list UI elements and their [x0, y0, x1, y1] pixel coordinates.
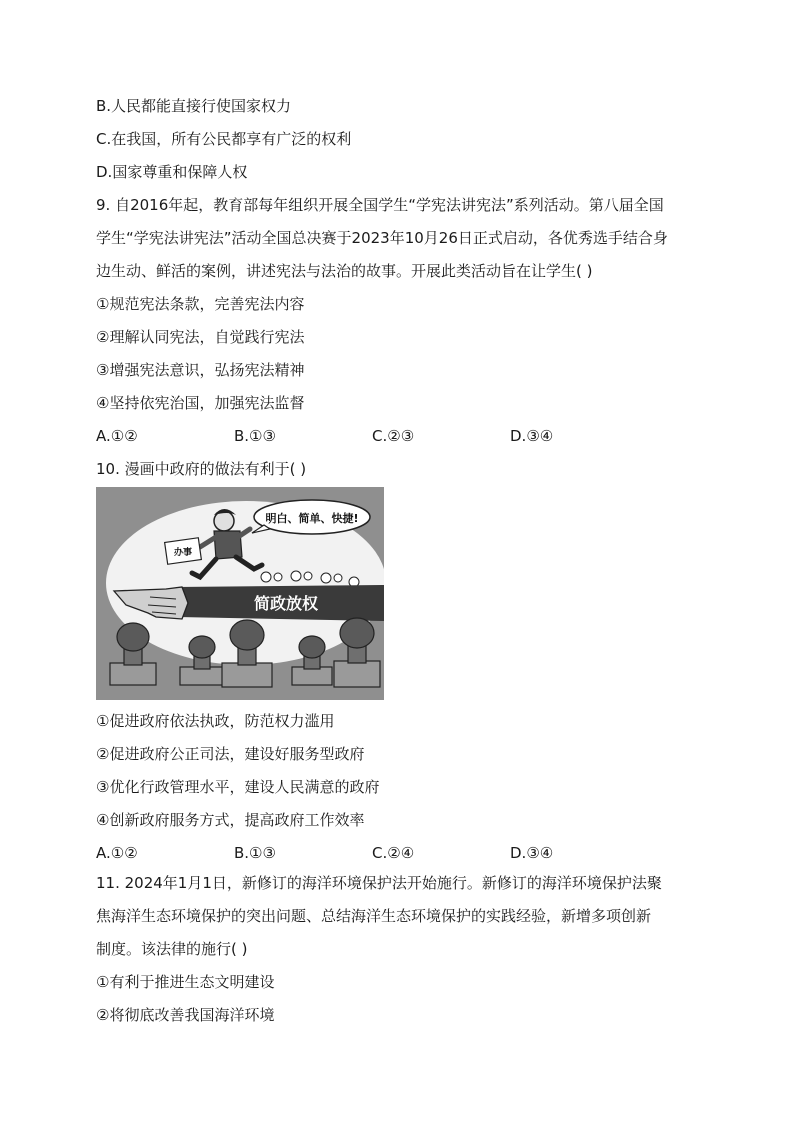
- q10-option-a: A.①②: [96, 844, 138, 862]
- q11-item-2: ②将彻底改善我国海洋环境: [96, 1006, 275, 1024]
- cartoon-image: [96, 487, 384, 700]
- q10-option-c: C.②④: [372, 844, 415, 862]
- arm-text: 简政放权: [253, 594, 319, 613]
- q9-option-d: D.③④: [510, 427, 554, 445]
- option-c-prev: C.在我国，所有公民都享有广泛的权利: [96, 130, 352, 148]
- q9-item-4: ④坚持依宪治国，加强宪法监督: [96, 394, 305, 412]
- q10-item-2: ②促进政府公正司法，建设好服务型政府: [96, 745, 365, 763]
- q9-item-2: ②理解认同宪法，自觉践行宪法: [96, 328, 305, 346]
- q9-option-a: A.①②: [96, 427, 138, 445]
- paper-text: 办事: [173, 548, 193, 558]
- q11-stem-line-1: 11. 2024年1月1日，新修订的海洋环境保护法开始施行。新修订的海洋环境保护法聚: [96, 874, 662, 892]
- speech-bubble: [252, 500, 370, 534]
- paper-sheet: [165, 538, 202, 565]
- option-d-prev: D.国家尊重和保障人权: [96, 163, 248, 181]
- q11-item-1: ①有利于推进生态文明建设: [96, 973, 275, 991]
- q9-item-1: ①规范宪法条款，完善宪法内容: [96, 295, 305, 313]
- q10-item-1: ①促进政府依法执政，防范权力滥用: [96, 712, 335, 730]
- q9-item-3: ③增强宪法意识，弘扬宪法精神: [96, 361, 305, 379]
- q9-option-c: C.②③: [372, 427, 415, 445]
- q9-stem-line-3: 边生动、鲜活的案例，讲述宪法与法治的故事。开展此类活动旨在让学生( ): [96, 262, 593, 280]
- q10-item-3: ③优化行政管理水平，建设人民满意的政府: [96, 778, 380, 796]
- q10-option-b: B.①③: [234, 844, 276, 862]
- q9-option-b: B.①③: [234, 427, 276, 445]
- q11-stem-line-3: 制度。该法律的施行( ): [96, 940, 248, 958]
- q9-stem-line-2: 学生“学宪法讲宪法”活动全国总决赛于2023年10月26日正式启动，各优秀选手结合身: [96, 229, 668, 247]
- q10-stem: 10. 漫画中政府的做法有利于( ): [96, 460, 307, 478]
- q9-stem-line-1: 9. 自2016年起，教育部每年组织开展全国学生“学宪法讲宪法”系列活动。第八届全国: [96, 196, 664, 214]
- q10-item-4: ④创新政府服务方式，提高政府工作效率: [96, 811, 365, 829]
- q11-stem-line-2: 焦海洋生态环境保护的突出问题、总结海洋生态环境保护的实践经验，新增多项创新: [96, 907, 652, 925]
- speech-text: 明白、简单、快捷!: [265, 512, 359, 525]
- option-b-prev: B.人民都能直接行使国家权力: [96, 97, 292, 115]
- pointing-arm: [114, 585, 384, 621]
- q10-option-d: D.③④: [510, 844, 554, 862]
